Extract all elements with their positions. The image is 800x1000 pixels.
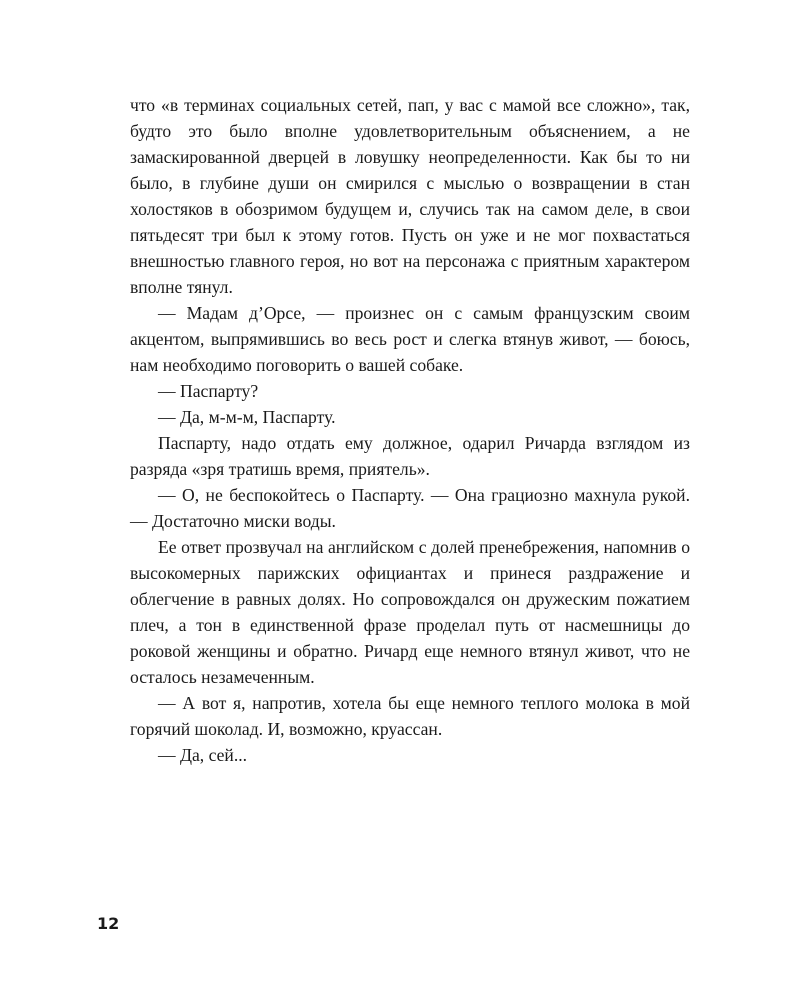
paragraph-5: Паспарту, надо отдать ему должное, одарил Ричарда взглядом из разряда «зря тратишь время, приятель». xyxy=(130,433,690,479)
paragraph-8: — А вот я, напротив, хотела бы еще немного теплого молока в мой горячий шоколад. И, возможно, круассан. xyxy=(130,693,690,739)
paragraph-7: Ее ответ прозвучал на английском с долей пренебрежения, напомнив о высокомерных парижских официантах и принеся раздражение и облегчение в равных долях. Но сопровождался он дружеским пожатием плеч, а тон в единственной фразе проделал путь от насмешницы до роковой женщины и обратно. Ричард еще немного втянул живот, что не осталось незамеченным. xyxy=(130,537,690,687)
paragraph-3: — Паспарту? xyxy=(158,381,259,401)
paragraph-2: — Мадам д’Орсе, — произнес он с самым французским своим акцентом, выпрямившись во весь рост и слегка втянув живот, — боюсь, нам необходимо поговорить о вашей собаке. xyxy=(130,303,690,375)
page-number: 12 xyxy=(97,914,120,933)
paragraph-1: что «в терминах социальных сетей, пап, у вас с мамой все сложно», так, будто это было вполне удовлетворительным объяснением, а не замаскированной дверцей в ловушку неопределенности. Как бы то ни было, в глубине души он смирился с мыслью о возвращении в стан холостяков в обозримом будущем и, случись так на самом деле, в свои пятьдесят три был к этому готов. Пусть он уже и не мог похвастаться внешностью главного героя, но вот на персонажа с приятным характером вполне тянул. xyxy=(130,95,690,297)
paragraph-6: — О, не беспокойтесь о Паспарту. — Она грациозно махнула рукой. — Достаточно миски воды. xyxy=(130,485,690,531)
paragraph-9: — Да, сей... xyxy=(158,745,248,765)
paragraph-4: — Да, м-м-м, Паспарту. xyxy=(158,407,336,427)
body-text xyxy=(130,92,690,768)
